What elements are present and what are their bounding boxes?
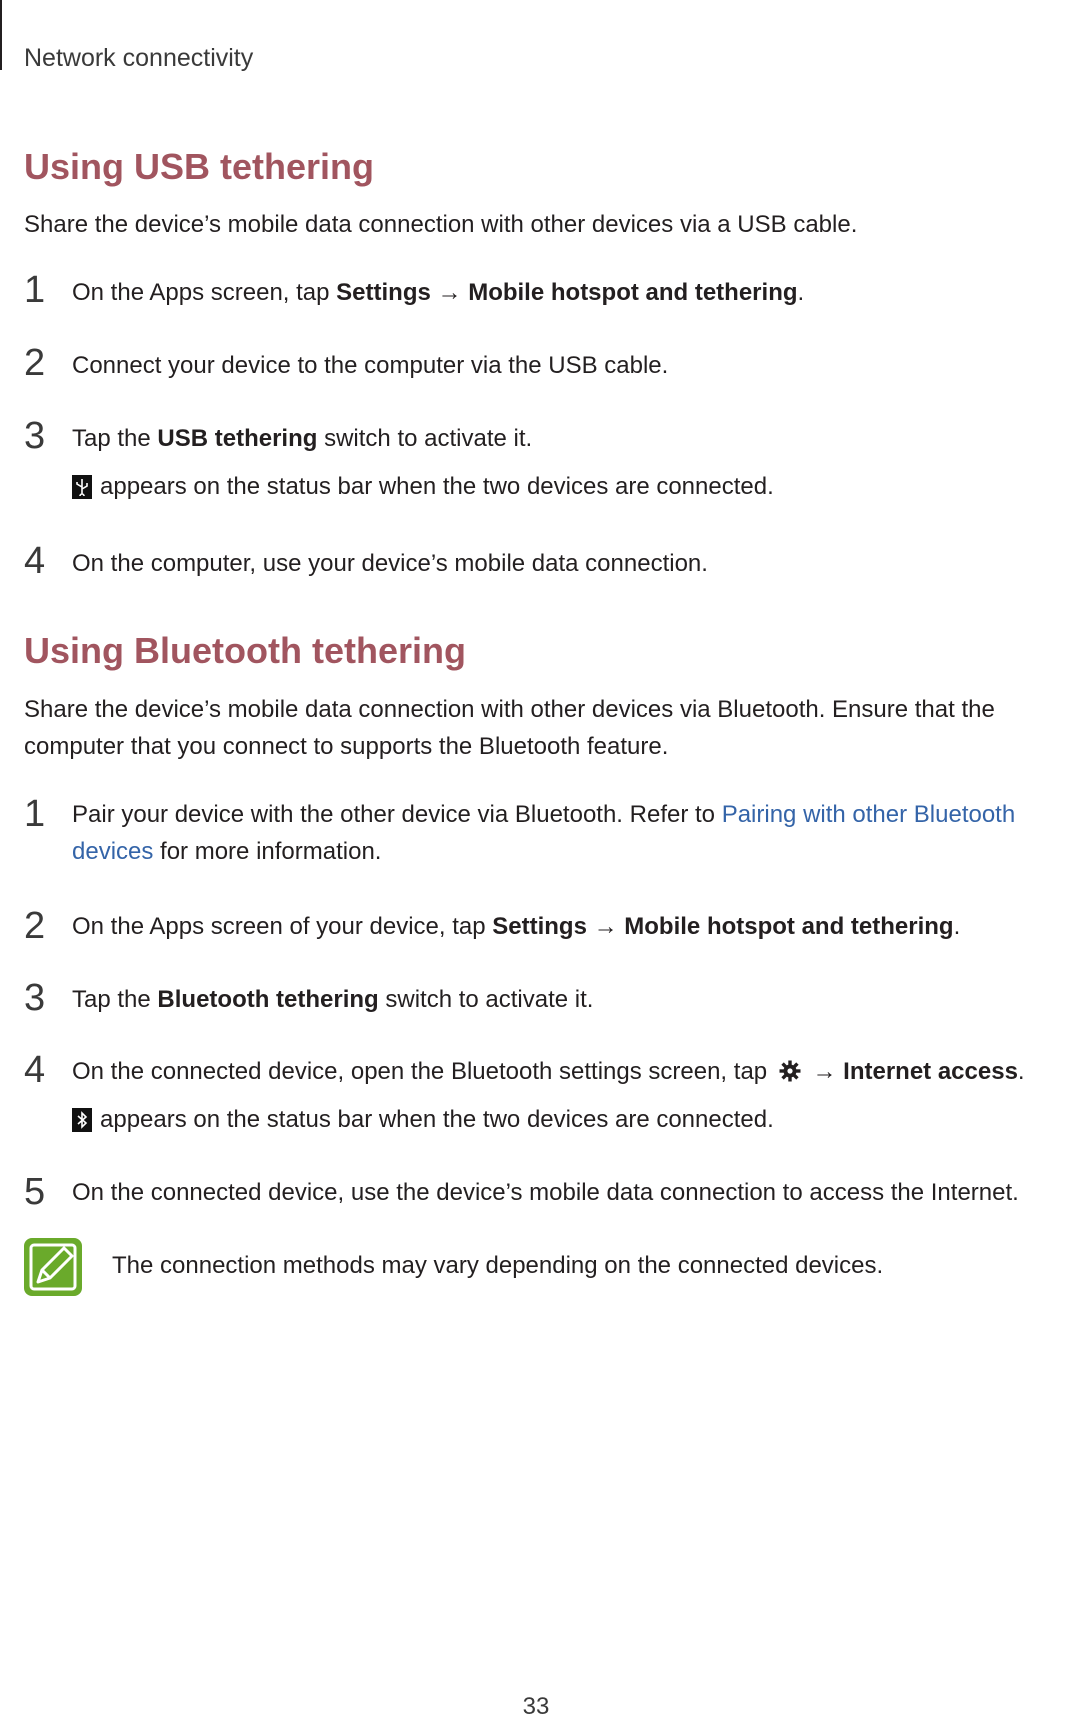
usb-step-4-number: 4 [24,540,46,582]
bluetooth-icon [72,1108,92,1132]
tip-text: The connection methods may vary depending on the connected devices. [112,1252,884,1279]
usb-step-2-number: 2 [24,342,46,384]
usb-status-note-text: appears on the status bar when the two devices are connected. [100,473,774,500]
usb-step-4-text: On the computer, use your device’s mobile data connection. [72,550,708,577]
usb-status-note [72,472,774,502]
usb-step-2-text: Connect your device to the computer via the USB cable. [72,352,669,379]
usb-section-title: Using USB tethering [24,146,375,187]
bt-section-title: Using Bluetooth tethering [24,630,466,671]
usb-step-3-number: 3 [24,415,46,457]
bt-step-1-number: 1 [24,793,46,835]
usb-step-1-number: 1 [24,269,46,311]
bt-step-4-number: 4 [24,1049,46,1091]
usb-intro: Share the device’s mobile data connection with other devices via a USB cable. [24,211,858,238]
gear-icon [778,1057,802,1081]
bt-step-4-text: On the connected device, open the Bluetooth settings screen, tap → Internet access. [72,1058,1025,1085]
usb-icon [72,475,92,499]
bt-step-1-text: Pair your device with the other device via Bluetooth. Refer to Pairing with other Bluetooth devices for more information. [72,801,1016,865]
margin-rule [0,0,2,70]
bt-step-3-number: 3 [24,977,46,1019]
note-icon [24,1238,82,1296]
bt-step-5-text: On the connected device, use the device’s mobile data connection to access the Internet. [72,1179,1019,1206]
usb-step-3-text: Tap the USB tethering switch to activate it. [72,425,533,452]
bt-step-2-number: 2 [24,905,46,947]
bt-step-5-number: 5 [24,1171,46,1213]
bt-status-note-text: appears on the status bar when the two devices are connected. [100,1106,774,1133]
pairing-link[interactable]: Pairing with other Bluetooth devices [72,801,1016,865]
bt-status-note [72,1105,774,1135]
page-number: 33 [522,1693,550,1720]
bt-step-3-text: Tap the Bluetooth tethering switch to activate it. [72,986,594,1013]
usb-step-1-text: On the Apps screen, tap Settings → Mobile hotspot and tethering. [72,279,805,306]
page-header: Network connectivity [24,44,254,72]
bt-intro: Share the device’s mobile data connection with other devices via Bluetooth. Ensure that the computer that you connect to supports the Bluetooth feature. [24,696,995,760]
bt-step-2-text: On the Apps screen of your device, tap Settings → Mobile hotspot and tethering. [72,913,961,940]
